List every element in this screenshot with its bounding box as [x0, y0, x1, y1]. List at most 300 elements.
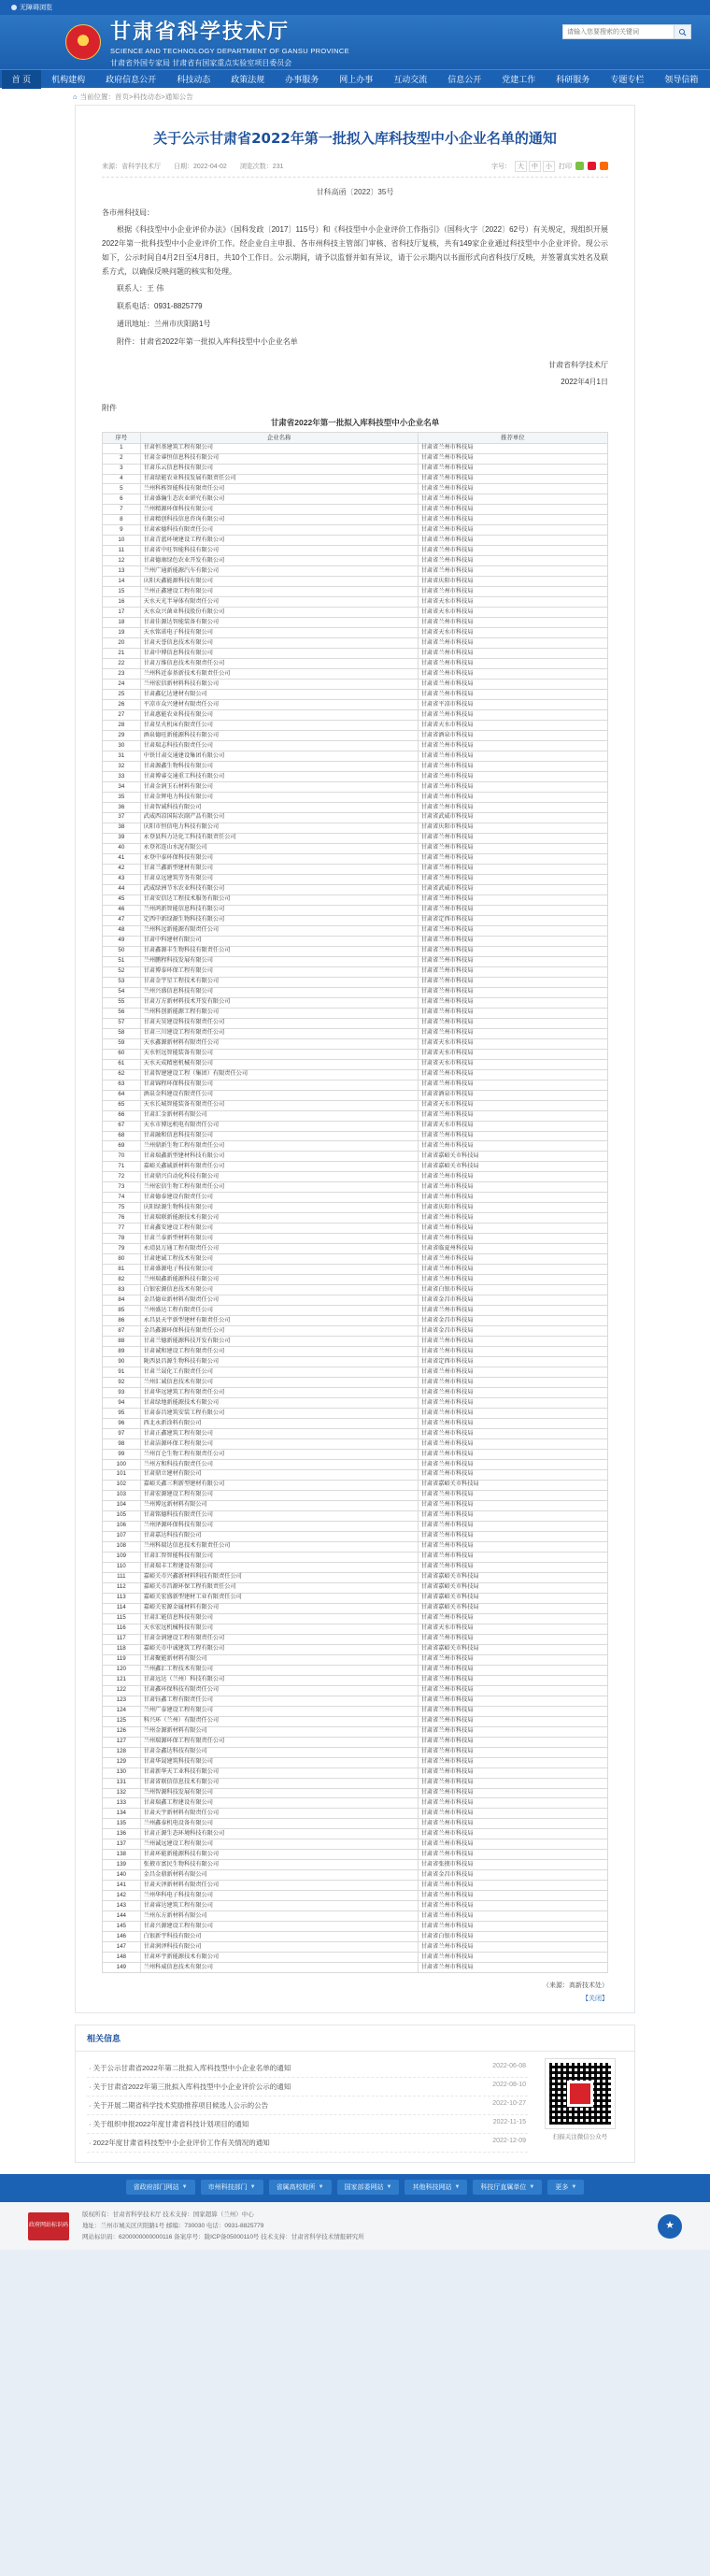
cell-index: 134 — [103, 1809, 141, 1819]
cell-index: 92 — [103, 1378, 141, 1388]
cell-company: 甘肃源鑫生物科技有限公司 — [140, 762, 418, 772]
table-row — [103, 884, 608, 894]
cell-company: 甘肃省联信信息技术有限公司 — [140, 1778, 418, 1788]
table-row — [103, 1439, 608, 1450]
related-item-title[interactable]: · 关于开展二期省科学技术奖励推荐项目候选人公示的公告 — [89, 2101, 269, 2111]
table-row — [103, 464, 608, 474]
cell-company: 兰州百仑生物工程有限责任公司 — [140, 1450, 418, 1460]
cell-recommender: 甘肃省张掖市科技局 — [418, 1860, 607, 1870]
accessibility-bar — [0, 0, 710, 15]
cell-recommender: 甘肃省兰州市科技局 — [418, 1490, 607, 1500]
cell-company: 永登县科力达化工科技有限责任公司 — [140, 833, 418, 843]
cell-recommender: 甘肃省兰州市科技局 — [418, 1275, 607, 1285]
cell-recommender: 甘肃省兰州市科技局 — [418, 1747, 607, 1757]
cell-recommender: 甘肃省兰州市科技局 — [418, 556, 607, 566]
cell-company: 中铁甘肃交通建设集团有限公司 — [140, 751, 418, 762]
cell-index: 24 — [103, 680, 141, 690]
cell-recommender: 甘肃省兰州市科技局 — [418, 525, 607, 536]
cell-company: 甘肃乐云信息科技有限公司 — [140, 464, 418, 474]
cell-index: 89 — [103, 1347, 141, 1357]
cell-index: 100 — [103, 1460, 141, 1470]
cell-index: 88 — [103, 1337, 141, 1347]
cell-company: 兰州宏信新材料科技有限公司 — [140, 680, 418, 690]
table-row — [103, 484, 608, 494]
friend-link-label: 其他科技网站 — [412, 2184, 452, 2192]
cell-company: 甘肃兴源建设工程有限公司 — [140, 1922, 418, 1932]
cell-recommender: 甘肃省天水市科技局 — [418, 1059, 607, 1069]
table-row — [103, 812, 608, 823]
cell-company: 甘肃新华天工业科技有限公司 — [140, 1767, 418, 1778]
cell-recommender: 甘肃省兰州市科技局 — [418, 1716, 607, 1726]
nav-item-3[interactable]: 科技动态 — [177, 74, 211, 84]
friend-link-select[interactable] — [547, 2180, 584, 2195]
cell-recommender: 甘肃省兰州市科技局 — [418, 741, 607, 751]
table-row — [103, 1767, 608, 1778]
cell-company: 白银新宇科技有限公司 — [140, 1932, 418, 1942]
nav-item-7[interactable]: 互动交流 — [393, 74, 428, 84]
table-row — [103, 1008, 608, 1018]
cell-recommender: 甘肃省兰州市科技局 — [418, 1265, 607, 1275]
table-row — [103, 453, 608, 464]
cell-index: 62 — [103, 1069, 141, 1080]
cell-company: 甘肃智诚科技有限公司 — [140, 803, 418, 813]
table-row — [103, 1110, 608, 1121]
print-button[interactable]: 打印 — [559, 163, 572, 170]
friend-link-select[interactable] — [269, 2180, 332, 2195]
cell-index: 85 — [103, 1306, 141, 1316]
table-row — [103, 1038, 608, 1049]
cell-index: 77 — [103, 1224, 141, 1234]
cell-recommender: 甘肃省兰州市科技局 — [418, 966, 607, 977]
cell-company: 兰州瑞源环保工程有限责任公司 — [140, 1737, 418, 1747]
table-row — [103, 966, 608, 977]
cell-company: 酒泉金科建设有限责任公司 — [140, 1090, 418, 1100]
cell-index: 53 — [103, 977, 141, 987]
close-button[interactable]: 【关闭】 — [582, 1996, 608, 2003]
cell-index: 20 — [103, 638, 141, 649]
table-row — [103, 731, 608, 741]
cell-company: 酒泉德旺新能源科技有限公司 — [140, 731, 418, 741]
table-row — [103, 1172, 608, 1182]
cell-company: 甘肃天昊建设科技有限责任公司 — [140, 1018, 418, 1028]
cell-index: 48 — [103, 925, 141, 936]
cell-recommender: 甘肃省兰州市科技局 — [418, 793, 607, 803]
cell-index: 136 — [103, 1829, 141, 1839]
cell-recommender: 甘肃省天水市科技局 — [418, 597, 607, 608]
cell-recommender: 甘肃省兰州市科技局 — [418, 1069, 607, 1080]
article-meta — [102, 161, 608, 178]
cell-company: 甘肃诚和建设工程有限责任公司 — [140, 1347, 418, 1357]
cell-recommender: 甘肃省白银市科技局 — [418, 1285, 607, 1295]
cell-recommender: 甘肃省兰州市科技局 — [418, 1706, 607, 1716]
cell-recommender: 甘肃省兰州市科技局 — [418, 1839, 607, 1850]
cell-recommender: 甘肃省兰州市科技局 — [418, 1798, 607, 1809]
search-input[interactable] — [562, 24, 674, 39]
table-row — [103, 566, 608, 577]
cell-company: 兰州科瑞达信息技术有限责任公司 — [140, 1541, 418, 1552]
table-row — [103, 1675, 608, 1685]
table-row — [103, 843, 608, 853]
cell-index: 132 — [103, 1788, 141, 1798]
cell-index: 42 — [103, 864, 141, 874]
table-row — [103, 1582, 608, 1593]
table-row — [103, 1049, 608, 1059]
font-size-small[interactable]: 小 — [543, 161, 555, 172]
table-row — [103, 751, 608, 762]
cell-company: 永靖县万通工程有限责任公司 — [140, 1244, 418, 1254]
footer-line-0: 版权所有：甘肃省科学技术厅 技术支持：国家超算（兰州）中心 — [82, 2211, 254, 2219]
site-footer — [0, 2200, 710, 2250]
cell-recommender: 甘肃省兰州市科技局 — [418, 894, 607, 905]
cell-index: 137 — [103, 1839, 141, 1850]
cell-recommender: 甘肃省兰州市科技局 — [418, 1080, 607, 1090]
cell-recommender: 甘肃省兰州市科技局 — [418, 1788, 607, 1798]
cell-recommender: 甘肃省兰州市科技局 — [418, 618, 607, 628]
table-row — [103, 1757, 608, 1767]
cell-company: 天水铭诺电子科技有限公司 — [140, 628, 418, 638]
friend-link-select[interactable] — [405, 2180, 467, 2195]
table-row — [103, 546, 608, 556]
cell-index: 112 — [103, 1582, 141, 1593]
cell-recommender: 甘肃省兰州市科技局 — [418, 1028, 607, 1038]
cell-recommender: 甘肃省兰州市科技局 — [418, 505, 607, 515]
nav-item-2[interactable]: 政府信息公开 — [106, 74, 157, 84]
cell-index: 120 — [103, 1665, 141, 1675]
table-row — [103, 1685, 608, 1696]
cell-company: 甘肃兰德新能源科技开发有限公司 — [140, 1337, 418, 1347]
cell-company: 兰州泽源环保科技有限公司 — [140, 1521, 418, 1531]
cell-index: 83 — [103, 1285, 141, 1295]
table-row — [103, 915, 608, 925]
cell-recommender: 甘肃省兰州市科技局 — [418, 1778, 607, 1788]
cell-recommender: 甘肃省兰州市科技局 — [418, 1809, 607, 1819]
table-row — [103, 1788, 608, 1798]
nav-item-8[interactable]: 信息公开 — [447, 74, 482, 84]
table-row — [103, 1090, 608, 1100]
friend-link-select[interactable] — [126, 2180, 195, 2195]
cell-company: 兰州科创新能源工程有限公司 — [140, 1008, 418, 1018]
cell-company: 甘肃睿达建筑工程有限公司 — [140, 1901, 418, 1911]
cell-index: 130 — [103, 1767, 141, 1778]
cell-index: 64 — [103, 1090, 141, 1100]
friend-link-select[interactable] — [201, 2180, 263, 2195]
table-row — [103, 1870, 608, 1881]
cell-company: 甘肃博睿交通重工科技有限公司 — [140, 772, 418, 782]
cell-index: 21 — [103, 649, 141, 659]
table-row — [103, 1162, 608, 1172]
table-row — [103, 721, 608, 731]
cell-recommender: 甘肃省兰州市科技局 — [418, 1224, 607, 1234]
body-attachment-line: 附件：甘肃省2022年第一批拟入库科技型中小企业名单 — [117, 336, 298, 346]
cell-recommender: 甘肃省兰州市科技局 — [418, 659, 607, 669]
cell-index: 12 — [103, 556, 141, 566]
related-item[interactable] — [87, 2097, 528, 2115]
cell-company: 兰州鸿新智能信息科技有限公司 — [140, 905, 418, 915]
table-row — [103, 1942, 608, 1953]
cell-recommender: 甘肃省金昌市科技局 — [418, 1316, 607, 1326]
cell-recommender: 甘肃省兰州市科技局 — [418, 782, 607, 793]
body-paragraph-3: 联系电话：0931-8825779 — [117, 302, 203, 311]
cell-recommender: 甘肃省兰州市科技局 — [418, 977, 607, 987]
cell-company: 天水市博远机电有限责任公司 — [140, 1121, 418, 1131]
table-row — [103, 874, 608, 884]
cell-recommender: 甘肃省兰州市科技局 — [418, 1953, 607, 1963]
nav-item-11[interactable]: 专题专栏 — [610, 74, 645, 84]
cell-company: 兰州鑫汇工程技术有限公司 — [140, 1665, 418, 1675]
cell-index: 10 — [103, 536, 141, 546]
cell-index: 101 — [103, 1469, 141, 1480]
nav-item-0[interactable]: 首 页 — [2, 70, 42, 89]
cell-recommender: 甘肃省兰州市科技局 — [418, 1562, 607, 1572]
font-size-medium[interactable]: 中 — [529, 161, 541, 172]
cell-recommender: 甘肃省兰州市科技局 — [418, 925, 607, 936]
cell-company: 甘肃恒基建筑工程有限公司 — [140, 443, 418, 453]
table-row — [103, 1100, 608, 1110]
related-item[interactable] — [87, 2134, 528, 2153]
cell-index: 52 — [103, 966, 141, 977]
main-nav — [0, 69, 710, 88]
cell-index: 34 — [103, 782, 141, 793]
cell-company: 甘肃远达（兰州）科技有限公司 — [140, 1675, 418, 1685]
cell-company: 甘肃泰昌建筑安装工程有限公司 — [140, 1409, 418, 1419]
cell-company: 甘肃中科建材有限公司 — [140, 936, 418, 946]
cell-company: 甘肃青蓝环境建设工程有限公司 — [140, 536, 418, 546]
related-item[interactable] — [87, 2115, 528, 2134]
cell-recommender: 甘肃省兰州市科技局 — [418, 1675, 607, 1685]
cell-company: 甘肃盛源电子科技有限公司 — [140, 1265, 418, 1275]
cell-recommender: 甘肃省兰州市科技局 — [418, 1757, 607, 1767]
cell-index: 106 — [103, 1521, 141, 1531]
table-row — [103, 1634, 608, 1644]
nav-item-10[interactable]: 科研服务 — [556, 74, 590, 84]
accessibility-link[interactable] — [11, 3, 52, 12]
nav-item-5[interactable]: 办事服务 — [285, 74, 320, 84]
cell-company: 甘肃环宇新能源技术有限公司 — [140, 1953, 418, 1963]
table-row — [103, 1080, 608, 1090]
cell-company: 甘肃锦程环保科技有限公司 — [140, 1080, 418, 1090]
share-qq-icon[interactable] — [600, 162, 608, 170]
table-row — [103, 536, 608, 546]
table-row — [103, 1244, 608, 1254]
cell-recommender: 甘肃省兰州市科技局 — [418, 843, 607, 853]
table-row — [103, 1500, 608, 1510]
cell-recommender: 甘肃省兰州市科技局 — [418, 751, 607, 762]
cell-company: 天水众兴菌业科技股份有限公司 — [140, 608, 418, 618]
column-header-company: 企业名称 — [140, 433, 418, 443]
table-row — [103, 587, 608, 597]
cell-recommender: 甘肃省兰州市科技局 — [418, 1541, 607, 1552]
qr-caption: 扫描关注微信公众号 — [552, 2134, 608, 2141]
cell-company: 甘肃华晟建筑科技有限公司 — [140, 1757, 418, 1767]
cell-index: 55 — [103, 997, 141, 1008]
cell-index: 26 — [103, 700, 141, 710]
cell-index: 133 — [103, 1798, 141, 1809]
cell-index: 8 — [103, 515, 141, 525]
table-row — [103, 525, 608, 536]
cell-recommender: 甘肃省天水市科技局 — [418, 628, 607, 638]
table-row — [103, 1028, 608, 1038]
cell-index: 123 — [103, 1696, 141, 1706]
share-weixin-icon[interactable] — [575, 162, 584, 170]
cell-recommender: 甘肃省兰州市科技局 — [418, 987, 607, 997]
cell-company: 甘肃卓远建筑劳务有限公司 — [140, 874, 418, 884]
related-item[interactable] — [87, 2059, 528, 2078]
cell-index: 108 — [103, 1541, 141, 1552]
cell-company: 兰州鹏程科技发展有限公司 — [140, 956, 418, 966]
cell-index: 54 — [103, 987, 141, 997]
nav-item-1[interactable]: 机构建构 — [51, 74, 86, 84]
cell-company: 兰州兴盛信息科技有限公司 — [140, 987, 418, 997]
cell-company: 甘肃钰鑫工程有限责任公司 — [140, 1696, 418, 1706]
cell-index: 2 — [103, 453, 141, 464]
table-row — [103, 1696, 608, 1706]
cell-index: 82 — [103, 1275, 141, 1285]
cell-recommender: 甘肃省兰州市科技局 — [418, 1510, 607, 1521]
cell-index: 13 — [103, 566, 141, 577]
cell-recommender: 甘肃省白银市科技局 — [418, 1932, 607, 1942]
related-item-date: 2022-10-27 — [492, 2100, 526, 2108]
cell-index: 28 — [103, 721, 141, 731]
cell-recommender: 甘肃省兰州市科技局 — [418, 936, 607, 946]
table-row — [103, 638, 608, 649]
cell-index: 115 — [103, 1613, 141, 1624]
table-row — [103, 1367, 608, 1378]
nav-item-6[interactable]: 网上办事 — [339, 74, 374, 84]
cell-recommender: 甘肃省兰州市科技局 — [418, 772, 607, 782]
friend-link-select[interactable] — [473, 2180, 542, 2195]
cell-company: 兰州诚远建设工程有限公司 — [140, 1839, 418, 1850]
table-row — [103, 1469, 608, 1480]
cell-index: 141 — [103, 1881, 141, 1891]
related-item-title[interactable]: · 关于组织申报2022年度甘肃省科技计划项目的通知 — [89, 2120, 249, 2129]
related-item-title[interactable]: · 关于甘肃省2022年第三批拟入库科技型中小企业评价公示的通知 — [89, 2082, 291, 2092]
related-item-date: 2022-11-15 — [492, 2119, 526, 2126]
cell-recommender: 甘肃省兰州市科技局 — [418, 649, 607, 659]
cell-recommender: 甘肃省定西市科技局 — [418, 1357, 607, 1367]
cell-index: 107 — [103, 1531, 141, 1541]
cell-index: 47 — [103, 915, 141, 925]
cell-recommender: 甘肃省兰州市科技局 — [418, 1419, 607, 1429]
cell-recommender: 甘肃省兰州市科技局 — [418, 1942, 607, 1953]
cell-recommender: 甘肃省兰州市科技局 — [418, 905, 607, 915]
chevron-down-icon: ▼ — [181, 2184, 188, 2191]
cell-recommender: 甘肃省天水市科技局 — [418, 1121, 607, 1131]
cell-company: 金昌金鼎新材料有限公司 — [140, 1870, 418, 1881]
cell-recommender: 甘肃省兰州市科技局 — [418, 1911, 607, 1922]
cell-index: 96 — [103, 1419, 141, 1429]
cell-company: 张掖市富民生物科技有限公司 — [140, 1860, 418, 1870]
cell-company: 武威西凉国际农副产品有限公司 — [140, 812, 418, 823]
cell-company: 甘肃铭德科技有限责任公司 — [140, 1510, 418, 1521]
table-row — [103, 1306, 608, 1316]
cell-recommender: 甘肃省兰州市科技局 — [418, 443, 607, 453]
body-paragraph-0: 各市州科技局： — [102, 208, 154, 217]
cell-company: 甘肃兰鑫新型建材有限公司 — [140, 864, 418, 874]
table-row — [103, 793, 608, 803]
cell-recommender: 甘肃省平凉市科技局 — [418, 700, 607, 710]
cell-recommender: 甘肃省兰州市科技局 — [418, 833, 607, 843]
cell-company: 甘肃汇金新材料有限公司 — [140, 1110, 418, 1121]
cell-recommender: 甘肃省兰州市科技局 — [418, 762, 607, 772]
chevron-down-icon: ▼ — [249, 2184, 256, 2191]
related-item[interactable] — [87, 2078, 528, 2097]
table-row — [103, 710, 608, 721]
cell-company: 甘肃润泽科技有限公司 — [140, 1942, 418, 1953]
chevron-down-icon: ▼ — [318, 2184, 324, 2191]
cell-index: 11 — [103, 546, 141, 556]
cell-company: 兰州华科电子科技有限公司 — [140, 1891, 418, 1901]
table-row — [103, 1419, 608, 1429]
cell-index: 76 — [103, 1213, 141, 1224]
cell-recommender: 甘肃省兰州市科技局 — [418, 874, 607, 884]
nav-item-9[interactable]: 党建工作 — [502, 74, 536, 84]
body-paragraph-4: 通讯地址：兰州市庆阳路1号 — [117, 320, 211, 329]
related-item-title[interactable]: · 关于公示甘肃省2022年第二批拟入库科技型中小企业名单的通知 — [89, 2064, 291, 2073]
table-row — [103, 762, 608, 772]
breadcrumb-text[interactable]: 当前位置：首页>科技动态>通知公告 — [79, 92, 193, 101]
cell-company: 甘肃安信达工程技术服务有限公司 — [140, 894, 418, 905]
cell-company: 甘肃瑞鑫新型建材科技有限公司 — [140, 1152, 418, 1162]
table-row — [103, 474, 608, 484]
cell-index: 33 — [103, 772, 141, 782]
cell-company: 甘肃宏源建设工程有限公司 — [140, 1490, 418, 1500]
footer-text — [82, 2210, 645, 2242]
cell-company: 甘肃金鑫达科技有限公司 — [140, 1747, 418, 1757]
table-row — [103, 1541, 608, 1552]
site-subtitle: 甘肃省外国专家局 甘肃省有国家重点实验室项目委员会 — [110, 59, 292, 67]
table-row — [103, 628, 608, 638]
body-paragraph-2: 联系人：王 伟 — [117, 284, 164, 293]
cell-index: 72 — [103, 1172, 141, 1182]
nav-item-4[interactable]: 政策法规 — [231, 74, 265, 84]
appendix-label: 附件 — [102, 404, 117, 413]
related-item-title[interactable]: · 2022年度甘肃省科技型中小企业评价工作有关情况的通知 — [89, 2139, 270, 2148]
share-weibo-icon[interactable] — [588, 162, 596, 170]
table-row — [103, 1521, 608, 1531]
cell-recommender: 甘肃省兰州市科技局 — [418, 1367, 607, 1378]
cell-recommender: 甘肃省兰州市科技局 — [418, 1388, 607, 1398]
cell-recommender: 甘肃省天水市科技局 — [418, 1624, 607, 1634]
cell-index: 39 — [103, 833, 141, 843]
table-row — [103, 443, 608, 453]
cell-index: 78 — [103, 1234, 141, 1244]
cell-recommender: 甘肃省兰州市科技局 — [418, 1182, 607, 1193]
cell-index: 79 — [103, 1244, 141, 1254]
chevron-down-icon: ▼ — [454, 2184, 461, 2191]
cell-index: 27 — [103, 710, 141, 721]
cell-company: 甘肃博泰环保工程有限公司 — [140, 966, 418, 977]
cell-index: 148 — [103, 1953, 141, 1963]
cell-company: 兰州广泰建设工程有限公司 — [140, 1706, 418, 1716]
cell-recommender: 甘肃省兰州市科技局 — [418, 1829, 607, 1839]
cell-recommender: 甘肃省兰州市科技局 — [418, 956, 607, 966]
cell-company: 陇西县昌源生物科技有限公司 — [140, 1357, 418, 1367]
nav-item-12[interactable]: 领导信箱 — [664, 74, 699, 84]
cell-company: 兰州鑫泰机电设备有限公司 — [140, 1819, 418, 1829]
table-row — [103, 1265, 608, 1275]
friend-link-select[interactable] — [337, 2180, 400, 2195]
font-size-large[interactable]: 大 — [515, 161, 527, 172]
cell-company: 甘肃鑫源丰生物科技有限责任公司 — [140, 946, 418, 956]
accessibility-label: 无障碍浏览 — [20, 5, 52, 11]
search-icon[interactable] — [674, 24, 691, 39]
cell-company: 甘肃天泽新材料有限责任公司 — [140, 1881, 418, 1891]
table-row — [103, 1121, 608, 1131]
table-row — [103, 1644, 608, 1654]
cell-recommender: 甘肃省兰州市科技局 — [418, 1922, 607, 1932]
cell-index: 6 — [103, 494, 141, 505]
cell-company: 甘肃瑞丰工程建设有限公司 — [140, 1562, 418, 1572]
